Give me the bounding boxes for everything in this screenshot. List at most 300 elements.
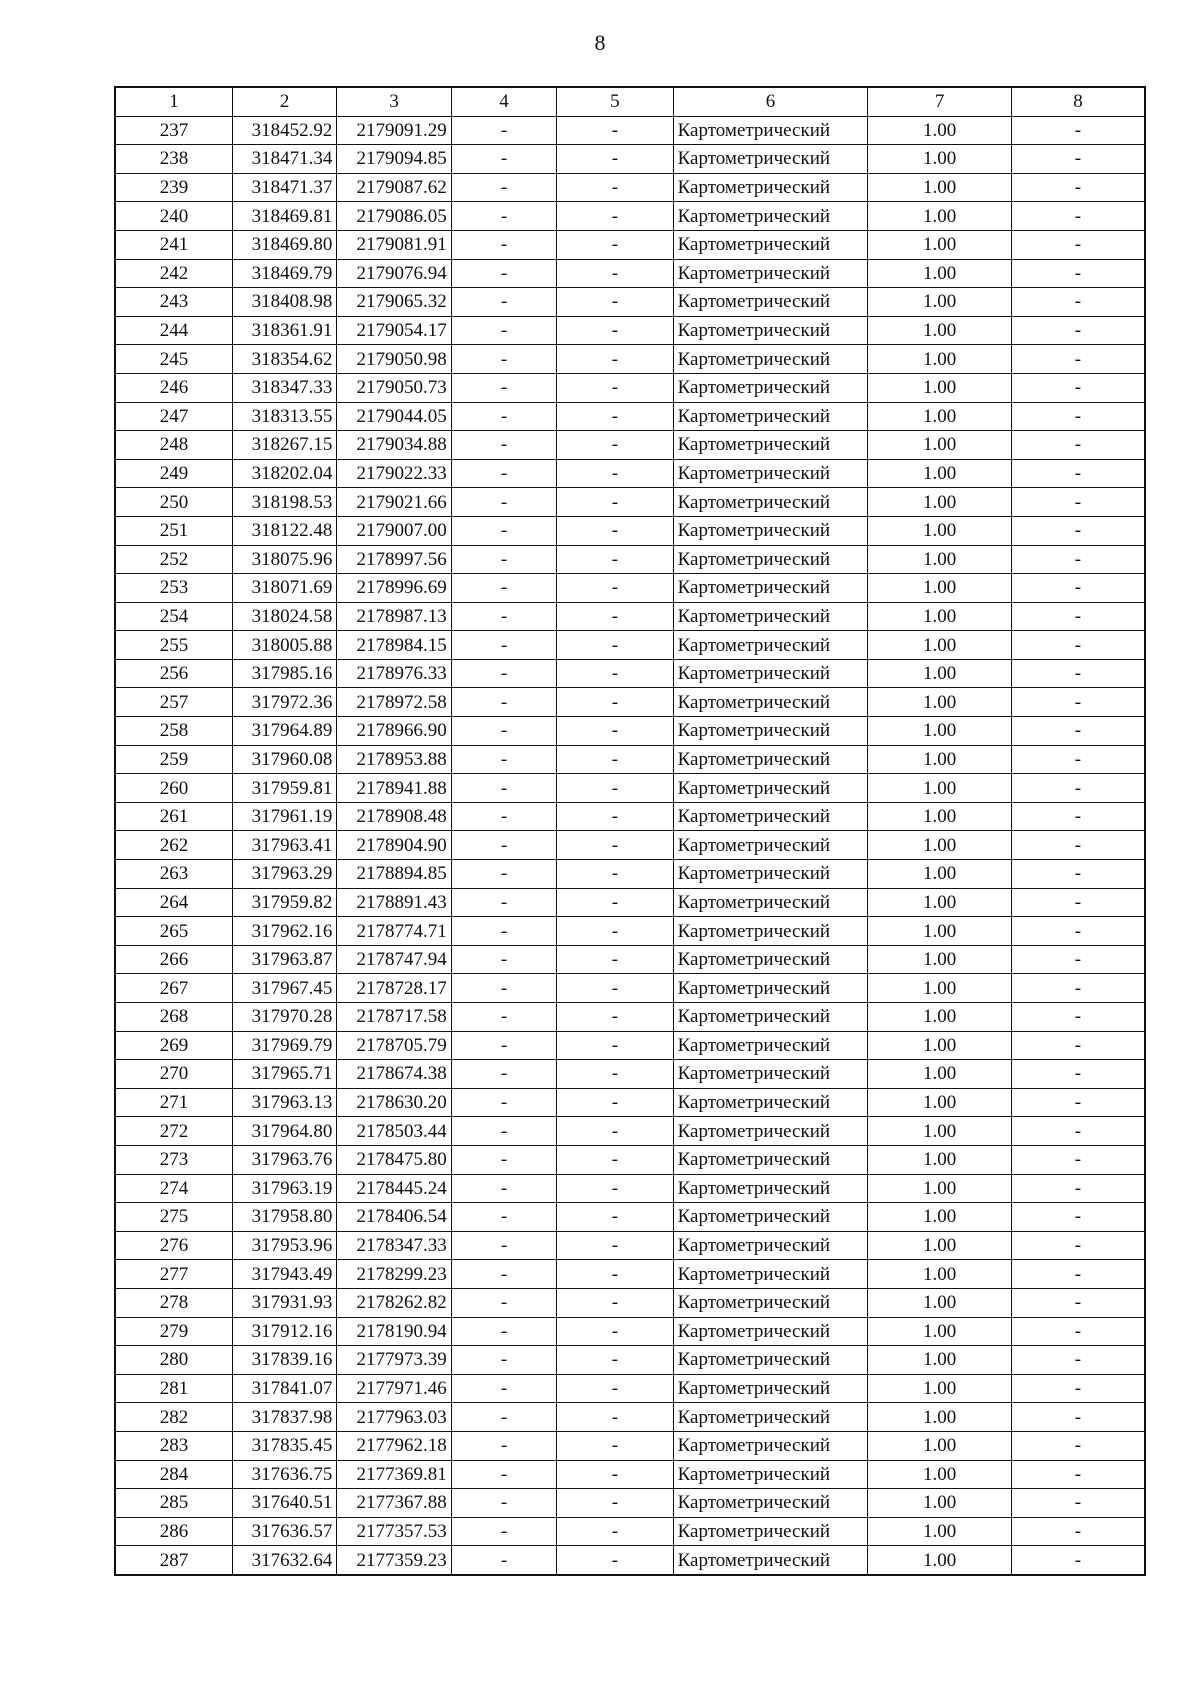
table-cell-col-6: Картометрический (673, 602, 868, 631)
table-cell-col-2: 318471.34 (232, 145, 336, 174)
table-cell-col-4: - (451, 316, 556, 345)
table-cell-col-2: 317969.79 (232, 1031, 336, 1060)
table-cell-col-7: 1.00 (868, 459, 1012, 488)
table-cell-col-6: Картометрический (673, 1031, 868, 1060)
table-cell-col-5: - (557, 659, 673, 688)
table-cell-col-8: - (1011, 316, 1145, 345)
table-cell-col-6: Картометрический (673, 288, 868, 317)
table-cell-col-3: 2178299.23 (337, 1260, 451, 1289)
table-cell-col-4: - (451, 574, 556, 603)
table-row (115, 1231, 1145, 1260)
table-cell-col-6: Картометрический (673, 202, 868, 231)
table-cell-col-1: 286 (115, 1517, 232, 1546)
table-cell-col-2: 317959.82 (232, 888, 336, 917)
table-cell-col-5: - (557, 516, 673, 545)
table-cell-col-1: 259 (115, 745, 232, 774)
table-row (115, 1489, 1145, 1518)
table-cell-col-2: 317953.96 (232, 1231, 336, 1260)
table-cell-col-8: - (1011, 945, 1145, 974)
table-cell-col-2: 317963.41 (232, 831, 336, 860)
table-cell-col-5: - (557, 1460, 673, 1489)
table-cell-col-3: 2177962.18 (337, 1431, 451, 1460)
table-cell-col-8: - (1011, 459, 1145, 488)
table-cell-col-4: - (451, 1317, 556, 1346)
table-cell-col-7: 1.00 (868, 1374, 1012, 1403)
table-cell-col-2: 317835.45 (232, 1431, 336, 1460)
table-cell-col-5: - (557, 316, 673, 345)
table-cell-col-1: 281 (115, 1374, 232, 1403)
table-cell-col-7: 1.00 (868, 1003, 1012, 1032)
table-cell-col-2: 318347.33 (232, 373, 336, 402)
table-row (115, 1117, 1145, 1146)
table-cell-col-4: - (451, 545, 556, 574)
table-cell-col-5: - (557, 345, 673, 374)
table-cell-col-7: 1.00 (868, 688, 1012, 717)
table-cell-col-3: 2178445.24 (337, 1174, 451, 1203)
table-cell-col-8: - (1011, 288, 1145, 317)
table-cell-col-7: 1.00 (868, 802, 1012, 831)
table-cell-col-6: Картометрический (673, 802, 868, 831)
table-cell-col-5: - (557, 1088, 673, 1117)
table-cell-col-6: Картометрический (673, 1517, 868, 1546)
table-row (115, 202, 1145, 231)
table-cell-col-2: 317962.16 (232, 917, 336, 946)
table-cell-col-4: - (451, 1145, 556, 1174)
table-cell-col-2: 317960.08 (232, 745, 336, 774)
table-cell-col-7: 1.00 (868, 345, 1012, 374)
table-cell-col-2: 317963.87 (232, 945, 336, 974)
table-cell-col-7: 1.00 (868, 373, 1012, 402)
table-cell-col-1: 280 (115, 1346, 232, 1375)
table-cell-col-7: 1.00 (868, 116, 1012, 145)
table-cell-col-2: 317958.80 (232, 1203, 336, 1232)
table-cell-col-4: - (451, 659, 556, 688)
table-cell-col-2: 318202.04 (232, 459, 336, 488)
table-cell-col-2: 318452.92 (232, 116, 336, 145)
table-cell-col-5: - (557, 1003, 673, 1032)
table-cell-col-3: 2178475.80 (337, 1145, 451, 1174)
table-cell-col-7: 1.00 (868, 173, 1012, 202)
table-cell-col-4: - (451, 116, 556, 145)
table-cell-col-5: - (557, 831, 673, 860)
table-cell-col-2: 318469.81 (232, 202, 336, 231)
table-cell-col-8: - (1011, 659, 1145, 688)
table-cell-col-6: Картометрический (673, 1088, 868, 1117)
table-cell-col-4: - (451, 1546, 556, 1575)
table-cell-col-2: 318354.62 (232, 345, 336, 374)
table-cell-col-7: 1.00 (868, 1460, 1012, 1489)
table-cell-col-5: - (557, 717, 673, 746)
table-cell-col-2: 318071.69 (232, 574, 336, 603)
table-cell-col-1: 239 (115, 173, 232, 202)
table-cell-col-3: 2177357.53 (337, 1517, 451, 1546)
table-cell-col-1: 269 (115, 1031, 232, 1060)
table-cell-col-3: 2178891.43 (337, 888, 451, 917)
table-cell-col-6: Картометрический (673, 1431, 868, 1460)
table-row (115, 1317, 1145, 1346)
table-cell-col-5: - (557, 574, 673, 603)
table-row (115, 488, 1145, 517)
table-cell-col-1: 274 (115, 1174, 232, 1203)
table-cell-col-6: Картометрический (673, 917, 868, 946)
table-cell-col-5: - (557, 688, 673, 717)
table-cell-col-2: 317964.80 (232, 1117, 336, 1146)
table-cell-col-2: 317972.36 (232, 688, 336, 717)
table-cell-col-7: 1.00 (868, 1317, 1012, 1346)
table-cell-col-8: - (1011, 802, 1145, 831)
table-cell-col-6: Картометрический (673, 1546, 868, 1575)
table-cell-col-6: Картометрический (673, 659, 868, 688)
table-cell-col-4: - (451, 888, 556, 917)
table-row (115, 345, 1145, 374)
table-row (115, 116, 1145, 145)
table-cell-col-7: 1.00 (868, 516, 1012, 545)
table-cell-col-8: - (1011, 1088, 1145, 1117)
table-cell-col-5: - (557, 1231, 673, 1260)
table-cell-col-6: Картометрический (673, 974, 868, 1003)
table-cell-col-7: 1.00 (868, 1088, 1012, 1117)
table-row (115, 1374, 1145, 1403)
table-cell-col-6: Картометрический (673, 1260, 868, 1289)
table-cell-col-4: - (451, 860, 556, 889)
table-cell-col-4: - (451, 1117, 556, 1146)
table-cell-col-4: - (451, 917, 556, 946)
table-cell-col-8: - (1011, 745, 1145, 774)
table-cell-col-7: 1.00 (868, 1403, 1012, 1432)
table-cell-col-3: 2178674.38 (337, 1060, 451, 1089)
table-row (115, 1060, 1145, 1089)
column-header-1: 1 (115, 87, 232, 116)
table-cell-col-6: Картометрический (673, 1403, 868, 1432)
table-cell-col-2: 318361.91 (232, 316, 336, 345)
table-cell-col-5: - (557, 974, 673, 1003)
table-cell-col-4: - (451, 373, 556, 402)
table-cell-col-8: - (1011, 1031, 1145, 1060)
table-cell-col-1: 255 (115, 631, 232, 660)
table-cell-col-2: 317912.16 (232, 1317, 336, 1346)
table-cell-col-3: 2178904.90 (337, 831, 451, 860)
table-cell-col-7: 1.00 (868, 488, 1012, 517)
table-cell-col-3: 2179050.73 (337, 373, 451, 402)
table-cell-col-5: - (557, 1374, 673, 1403)
table-cell-col-7: 1.00 (868, 917, 1012, 946)
table-row (115, 431, 1145, 460)
table-cell-col-6: Картометрический (673, 1374, 868, 1403)
table-cell-col-4: - (451, 488, 556, 517)
table-cell-col-7: 1.00 (868, 945, 1012, 974)
table-cell-col-1: 287 (115, 1546, 232, 1575)
table-cell-col-5: - (557, 1117, 673, 1146)
table-row (115, 316, 1145, 345)
table-cell-col-2: 317931.93 (232, 1288, 336, 1317)
table-cell-col-8: - (1011, 774, 1145, 803)
table-cell-col-7: 1.00 (868, 316, 1012, 345)
table-cell-col-4: - (451, 602, 556, 631)
table-cell-col-3: 2178996.69 (337, 574, 451, 603)
table-cell-col-4: - (451, 831, 556, 860)
table-cell-col-1: 276 (115, 1231, 232, 1260)
table-cell-col-7: 1.00 (868, 888, 1012, 917)
table-cell-col-6: Картометрический (673, 345, 868, 374)
column-header-7: 7 (868, 87, 1012, 116)
table-cell-col-2: 317964.89 (232, 717, 336, 746)
table-cell-col-7: 1.00 (868, 1174, 1012, 1203)
table-cell-col-8: - (1011, 1117, 1145, 1146)
table-cell-col-2: 317640.51 (232, 1489, 336, 1518)
table-cell-col-2: 317839.16 (232, 1346, 336, 1375)
table-row (115, 888, 1145, 917)
table-cell-col-5: - (557, 1060, 673, 1089)
table-cell-col-4: - (451, 173, 556, 202)
table-cell-col-8: - (1011, 1060, 1145, 1089)
coordinates-table (114, 86, 1146, 1576)
table-cell-col-8: - (1011, 860, 1145, 889)
table-row (115, 459, 1145, 488)
table-cell-col-7: 1.00 (868, 1431, 1012, 1460)
table-cell-col-5: - (557, 230, 673, 259)
table-cell-col-4: - (451, 516, 556, 545)
table-cell-col-6: Картометрический (673, 316, 868, 345)
table-cell-col-1: 261 (115, 802, 232, 831)
table-cell-col-6: Картометрический (673, 145, 868, 174)
table-cell-col-2: 317963.19 (232, 1174, 336, 1203)
table-cell-col-5: - (557, 917, 673, 946)
table-cell-col-6: Картометрический (673, 1489, 868, 1518)
table-cell-col-8: - (1011, 1460, 1145, 1489)
table-cell-col-4: - (451, 1088, 556, 1117)
table-cell-col-2: 317961.19 (232, 802, 336, 831)
table-cell-col-1: 265 (115, 917, 232, 946)
table-cell-col-8: - (1011, 831, 1145, 860)
table-cell-col-8: - (1011, 488, 1145, 517)
table-cell-col-1: 285 (115, 1489, 232, 1518)
table-cell-col-7: 1.00 (868, 774, 1012, 803)
table-cell-col-8: - (1011, 1174, 1145, 1203)
table-cell-col-8: - (1011, 1203, 1145, 1232)
table-row (115, 917, 1145, 946)
table-cell-col-6: Картометрический (673, 545, 868, 574)
table-cell-col-2: 317636.75 (232, 1460, 336, 1489)
table-cell-col-5: - (557, 1431, 673, 1460)
table-cell-col-7: 1.00 (868, 717, 1012, 746)
table-row (115, 1031, 1145, 1060)
table-cell-col-7: 1.00 (868, 402, 1012, 431)
table-cell-col-1: 256 (115, 659, 232, 688)
table-cell-col-5: - (557, 860, 673, 889)
table-cell-col-5: - (557, 145, 673, 174)
table-cell-col-5: - (557, 1145, 673, 1174)
table-row (115, 1003, 1145, 1032)
table-cell-col-5: - (557, 1031, 673, 1060)
table-cell-col-3: 2177367.88 (337, 1489, 451, 1518)
table-cell-col-4: - (451, 774, 556, 803)
table-cell-col-5: - (557, 1260, 673, 1289)
table-cell-col-3: 2179076.94 (337, 259, 451, 288)
table-cell-col-3: 2178966.90 (337, 717, 451, 746)
table-cell-col-7: 1.00 (868, 631, 1012, 660)
table-cell-col-5: - (557, 545, 673, 574)
table-cell-col-1: 263 (115, 860, 232, 889)
table-cell-col-3: 2178894.85 (337, 860, 451, 889)
table-cell-col-6: Картометрический (673, 402, 868, 431)
table-cell-col-6: Картометрический (673, 230, 868, 259)
table-cell-col-5: - (557, 1317, 673, 1346)
table-cell-col-3: 2178717.58 (337, 1003, 451, 1032)
table-cell-col-5: - (557, 1346, 673, 1375)
table-cell-col-6: Картометрический (673, 173, 868, 202)
table-cell-col-3: 2177963.03 (337, 1403, 451, 1432)
table-cell-col-6: Картометрический (673, 1145, 868, 1174)
table-cell-col-6: Картометрический (673, 1003, 868, 1032)
table-cell-col-4: - (451, 631, 556, 660)
table-cell-col-8: - (1011, 917, 1145, 946)
table-row (115, 945, 1145, 974)
table-row (115, 860, 1145, 889)
table-cell-col-2: 318408.98 (232, 288, 336, 317)
table-cell-col-7: 1.00 (868, 1031, 1012, 1060)
table-row (115, 717, 1145, 746)
table-cell-col-1: 249 (115, 459, 232, 488)
table-cell-col-4: - (451, 1460, 556, 1489)
table-cell-col-8: - (1011, 1517, 1145, 1546)
table-cell-col-5: - (557, 259, 673, 288)
table-cell-col-3: 2179050.98 (337, 345, 451, 374)
table-cell-col-8: - (1011, 202, 1145, 231)
table-cell-col-4: - (451, 402, 556, 431)
table-cell-col-5: - (557, 1489, 673, 1518)
table-cell-col-5: - (557, 774, 673, 803)
table-cell-col-6: Картометрический (673, 1288, 868, 1317)
table-row (115, 688, 1145, 717)
table-cell-col-1: 282 (115, 1403, 232, 1432)
table-cell-col-3: 2179091.29 (337, 116, 451, 145)
table-cell-col-3: 2179034.88 (337, 431, 451, 460)
table-cell-col-3: 2178406.54 (337, 1203, 451, 1232)
table-cell-col-3: 2178190.94 (337, 1317, 451, 1346)
table-cell-col-7: 1.00 (868, 831, 1012, 860)
table-cell-col-3: 2178984.15 (337, 631, 451, 660)
table-row (115, 1346, 1145, 1375)
table-cell-col-6: Картометрический (673, 488, 868, 517)
column-header-4: 4 (451, 87, 556, 116)
table-cell-col-1: 271 (115, 1088, 232, 1117)
table-cell-col-6: Картометрический (673, 1317, 868, 1346)
table-cell-col-4: - (451, 1060, 556, 1089)
table-cell-col-3: 2177359.23 (337, 1546, 451, 1575)
table-cell-col-3: 2179054.17 (337, 316, 451, 345)
table-cell-col-6: Картометрический (673, 1346, 868, 1375)
table-cell-col-7: 1.00 (868, 288, 1012, 317)
table-cell-col-2: 317841.07 (232, 1374, 336, 1403)
table-cell-col-7: 1.00 (868, 1546, 1012, 1575)
table-cell-col-7: 1.00 (868, 230, 1012, 259)
table-cell-col-8: - (1011, 888, 1145, 917)
table-cell-col-3: 2178997.56 (337, 545, 451, 574)
table-cell-col-1: 262 (115, 831, 232, 860)
table-cell-col-2: 318198.53 (232, 488, 336, 517)
table-cell-col-3: 2179022.33 (337, 459, 451, 488)
table-cell-col-6: Картометрический (673, 688, 868, 717)
table-cell-col-2: 318469.79 (232, 259, 336, 288)
table-cell-col-1: 284 (115, 1460, 232, 1489)
table-cell-col-6: Картометрический (673, 717, 868, 746)
table-cell-col-7: 1.00 (868, 659, 1012, 688)
table-cell-col-7: 1.00 (868, 1203, 1012, 1232)
column-header-6: 6 (673, 87, 868, 116)
table-cell-col-5: - (557, 288, 673, 317)
table-cell-col-4: - (451, 1203, 556, 1232)
table-cell-col-4: - (451, 1403, 556, 1432)
table-cell-col-1: 237 (115, 116, 232, 145)
table-cell-col-6: Картометрический (673, 631, 868, 660)
table-cell-col-2: 318267.15 (232, 431, 336, 460)
table-row (115, 402, 1145, 431)
table-row (115, 230, 1145, 259)
table-cell-col-1: 273 (115, 1145, 232, 1174)
table-cell-col-7: 1.00 (868, 1117, 1012, 1146)
table-cell-col-6: Картометрический (673, 745, 868, 774)
table-cell-col-5: - (557, 602, 673, 631)
table-cell-col-8: - (1011, 1403, 1145, 1432)
table-cell-col-4: - (451, 688, 556, 717)
table-cell-col-3: 2178987.13 (337, 602, 451, 631)
table-row (115, 974, 1145, 1003)
table-cell-col-3: 2179087.62 (337, 173, 451, 202)
table-cell-col-8: - (1011, 345, 1145, 374)
table-cell-col-6: Картометрический (673, 1060, 868, 1089)
table-cell-col-8: - (1011, 1546, 1145, 1575)
table-cell-col-1: 253 (115, 574, 232, 603)
table-cell-col-4: - (451, 1288, 556, 1317)
table-cell-col-4: - (451, 1031, 556, 1060)
table-cell-col-1: 272 (115, 1117, 232, 1146)
table-cell-col-2: 317963.29 (232, 860, 336, 889)
table-cell-col-2: 317965.71 (232, 1060, 336, 1089)
table-row (115, 173, 1145, 202)
table-row (115, 1174, 1145, 1203)
table-cell-col-8: - (1011, 688, 1145, 717)
table-cell-col-4: - (451, 202, 556, 231)
table-cell-col-1: 251 (115, 516, 232, 545)
table-cell-col-3: 2179086.05 (337, 202, 451, 231)
table-cell-col-8: - (1011, 1145, 1145, 1174)
table-cell-col-7: 1.00 (868, 259, 1012, 288)
column-header-8: 8 (1011, 87, 1145, 116)
table-cell-col-6: Картометрический (673, 1460, 868, 1489)
table-row (115, 1260, 1145, 1289)
table-cell-col-4: - (451, 1431, 556, 1460)
table-row (115, 1460, 1145, 1489)
table-cell-col-2: 318469.80 (232, 230, 336, 259)
table-cell-col-2: 317970.28 (232, 1003, 336, 1032)
table-cell-col-5: - (557, 173, 673, 202)
table-cell-col-8: - (1011, 1431, 1145, 1460)
table-cell-col-5: - (557, 631, 673, 660)
table-cell-col-1: 243 (115, 288, 232, 317)
table-cell-col-3: 2178908.48 (337, 802, 451, 831)
table-cell-col-3: 2179044.05 (337, 402, 451, 431)
table-cell-col-1: 278 (115, 1288, 232, 1317)
table-cell-col-3: 2177971.46 (337, 1374, 451, 1403)
table-cell-col-8: - (1011, 373, 1145, 402)
table-cell-col-1: 283 (115, 1431, 232, 1460)
table-cell-col-8: - (1011, 1317, 1145, 1346)
table-cell-col-7: 1.00 (868, 145, 1012, 174)
table-row (115, 602, 1145, 631)
table-cell-col-5: - (557, 945, 673, 974)
table-cell-col-4: - (451, 230, 556, 259)
table-cell-col-1: 252 (115, 545, 232, 574)
